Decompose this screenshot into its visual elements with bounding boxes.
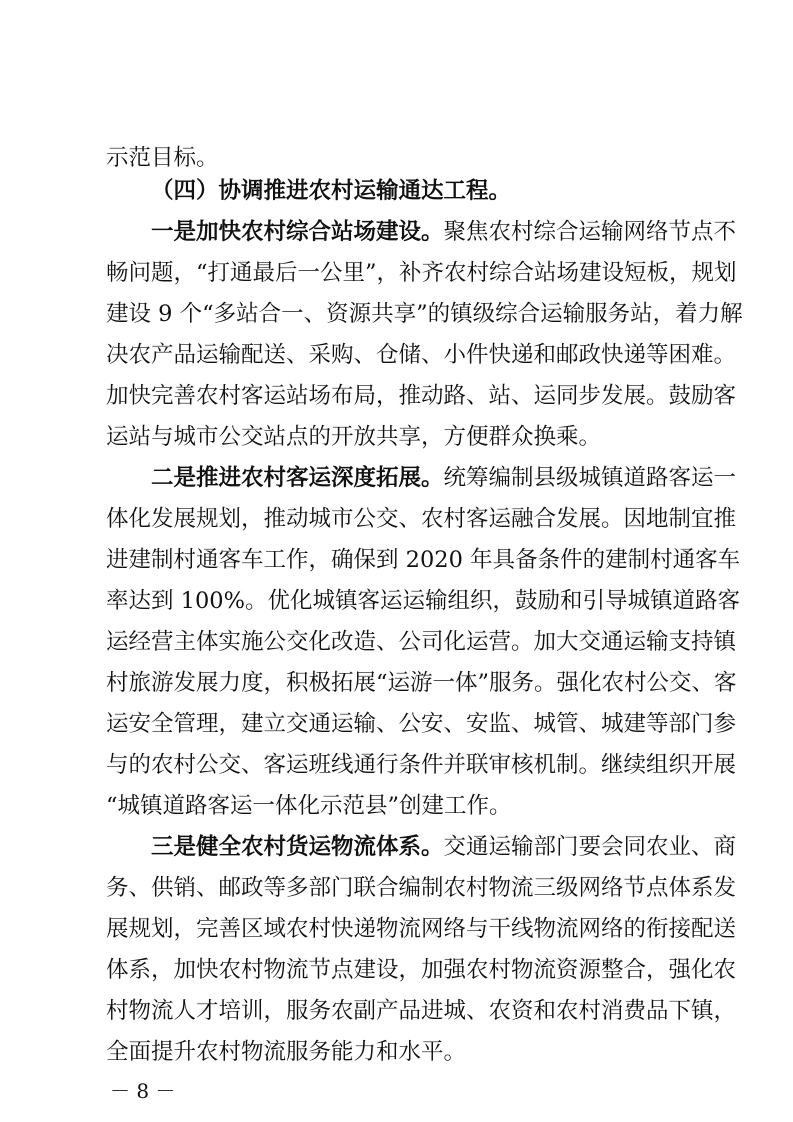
opening-line: 示范目标。: [106, 145, 219, 171]
page-number: － 8 －: [110, 1079, 176, 1103]
paragraph-3-line-1: [151, 827, 737, 867]
paragraph-3-line-1-text: 交通运输部门要会同农业、商: [443, 834, 737, 860]
paragraph-1-line-5: 加快完善农村客运站场布局，推动路、站、运同步发展。鼓励客: [106, 383, 737, 409]
paragraph-2-lead: 二是推进农村客运深度拓展。: [151, 465, 444, 491]
paragraph-1-line-2: 畅问题，“打通最后一公里”，补齐农村综合站场建设短板，规划: [106, 260, 737, 286]
paragraph-1-line-1-text: 聚焦农村综合运输网络节点不: [443, 219, 737, 245]
paragraph-2-line-1-text: 统筹编制县级城镇道路客运一: [443, 465, 737, 491]
paragraph-2-line-3: 进建制村通客车工作，确保到 2020 年具备条件的建制村通客车: [106, 547, 741, 573]
paragraph-2-line-9: “城镇道路客运一体化示范县”创建工作。: [106, 793, 512, 819]
paragraph-1-lead: 一是加快农村综合站场建设。: [151, 219, 444, 245]
paragraph-3-line-2: 务、供销、邮政等多部门联合编制农村物流三级网络节点体系发: [106, 875, 737, 901]
paragraph-2-line-1: [151, 458, 737, 498]
paragraph-3-lead: 三是健全农村货运物流体系。: [151, 834, 444, 860]
paragraph-2-line-8: 与的农村公交、客运班线通行条件并联审核机制。继续组织开展: [106, 752, 737, 778]
paragraph-2-line-2: 体化发展规划，推动城市公交、农村客运融合发展。因地制宜推: [106, 506, 737, 532]
paragraph-3-line-3: 展规划，完善区域农村快递物流网络与干线物流网络的衔接配送: [106, 916, 737, 942]
paragraph-2-line-6: 村旅游发展力度，积极拓展“运游一体”服务。强化农村公交、客: [106, 670, 737, 696]
paragraph-1-line-6: 运站与城市公交站点的开放共享，方便群众换乘。: [106, 424, 602, 450]
paragraph-1-line-4: 决农产品运输配送、采购、仓储、小件快递和邮政快递等困难。: [106, 342, 737, 368]
paragraph-1-line-3: 建设 9 个“多站合一、资源共享”的镇级综合运输服务站，着力解: [106, 301, 743, 327]
paragraph-1-line-1: [151, 212, 737, 252]
paragraph-2-line-5: 运经营主体实施公交化改造、公司化运营。加大交通运输支持镇: [106, 629, 737, 655]
paragraph-3-line-5: 村物流人才培训，服务农副产品进城、农资和农村消费品下镇，: [106, 998, 737, 1024]
paragraph-3-line-6: 全面提升农村物流服务能力和水平。: [106, 1039, 467, 1065]
paragraph-3-line-4: 体系，加快农村物流节点建设，加强农村物流资源整合，强化农: [106, 957, 737, 983]
paragraph-2-line-7: 运安全管理，建立交通运输、公安、安监、城管、城建等部门参: [106, 711, 737, 737]
paragraph-2-line-4: 率达到 100%。优化城镇客运运输组织，鼓励和引导城镇道路客: [106, 588, 740, 614]
section-heading: （四）协调推进农村运输通达工程。: [151, 178, 512, 204]
